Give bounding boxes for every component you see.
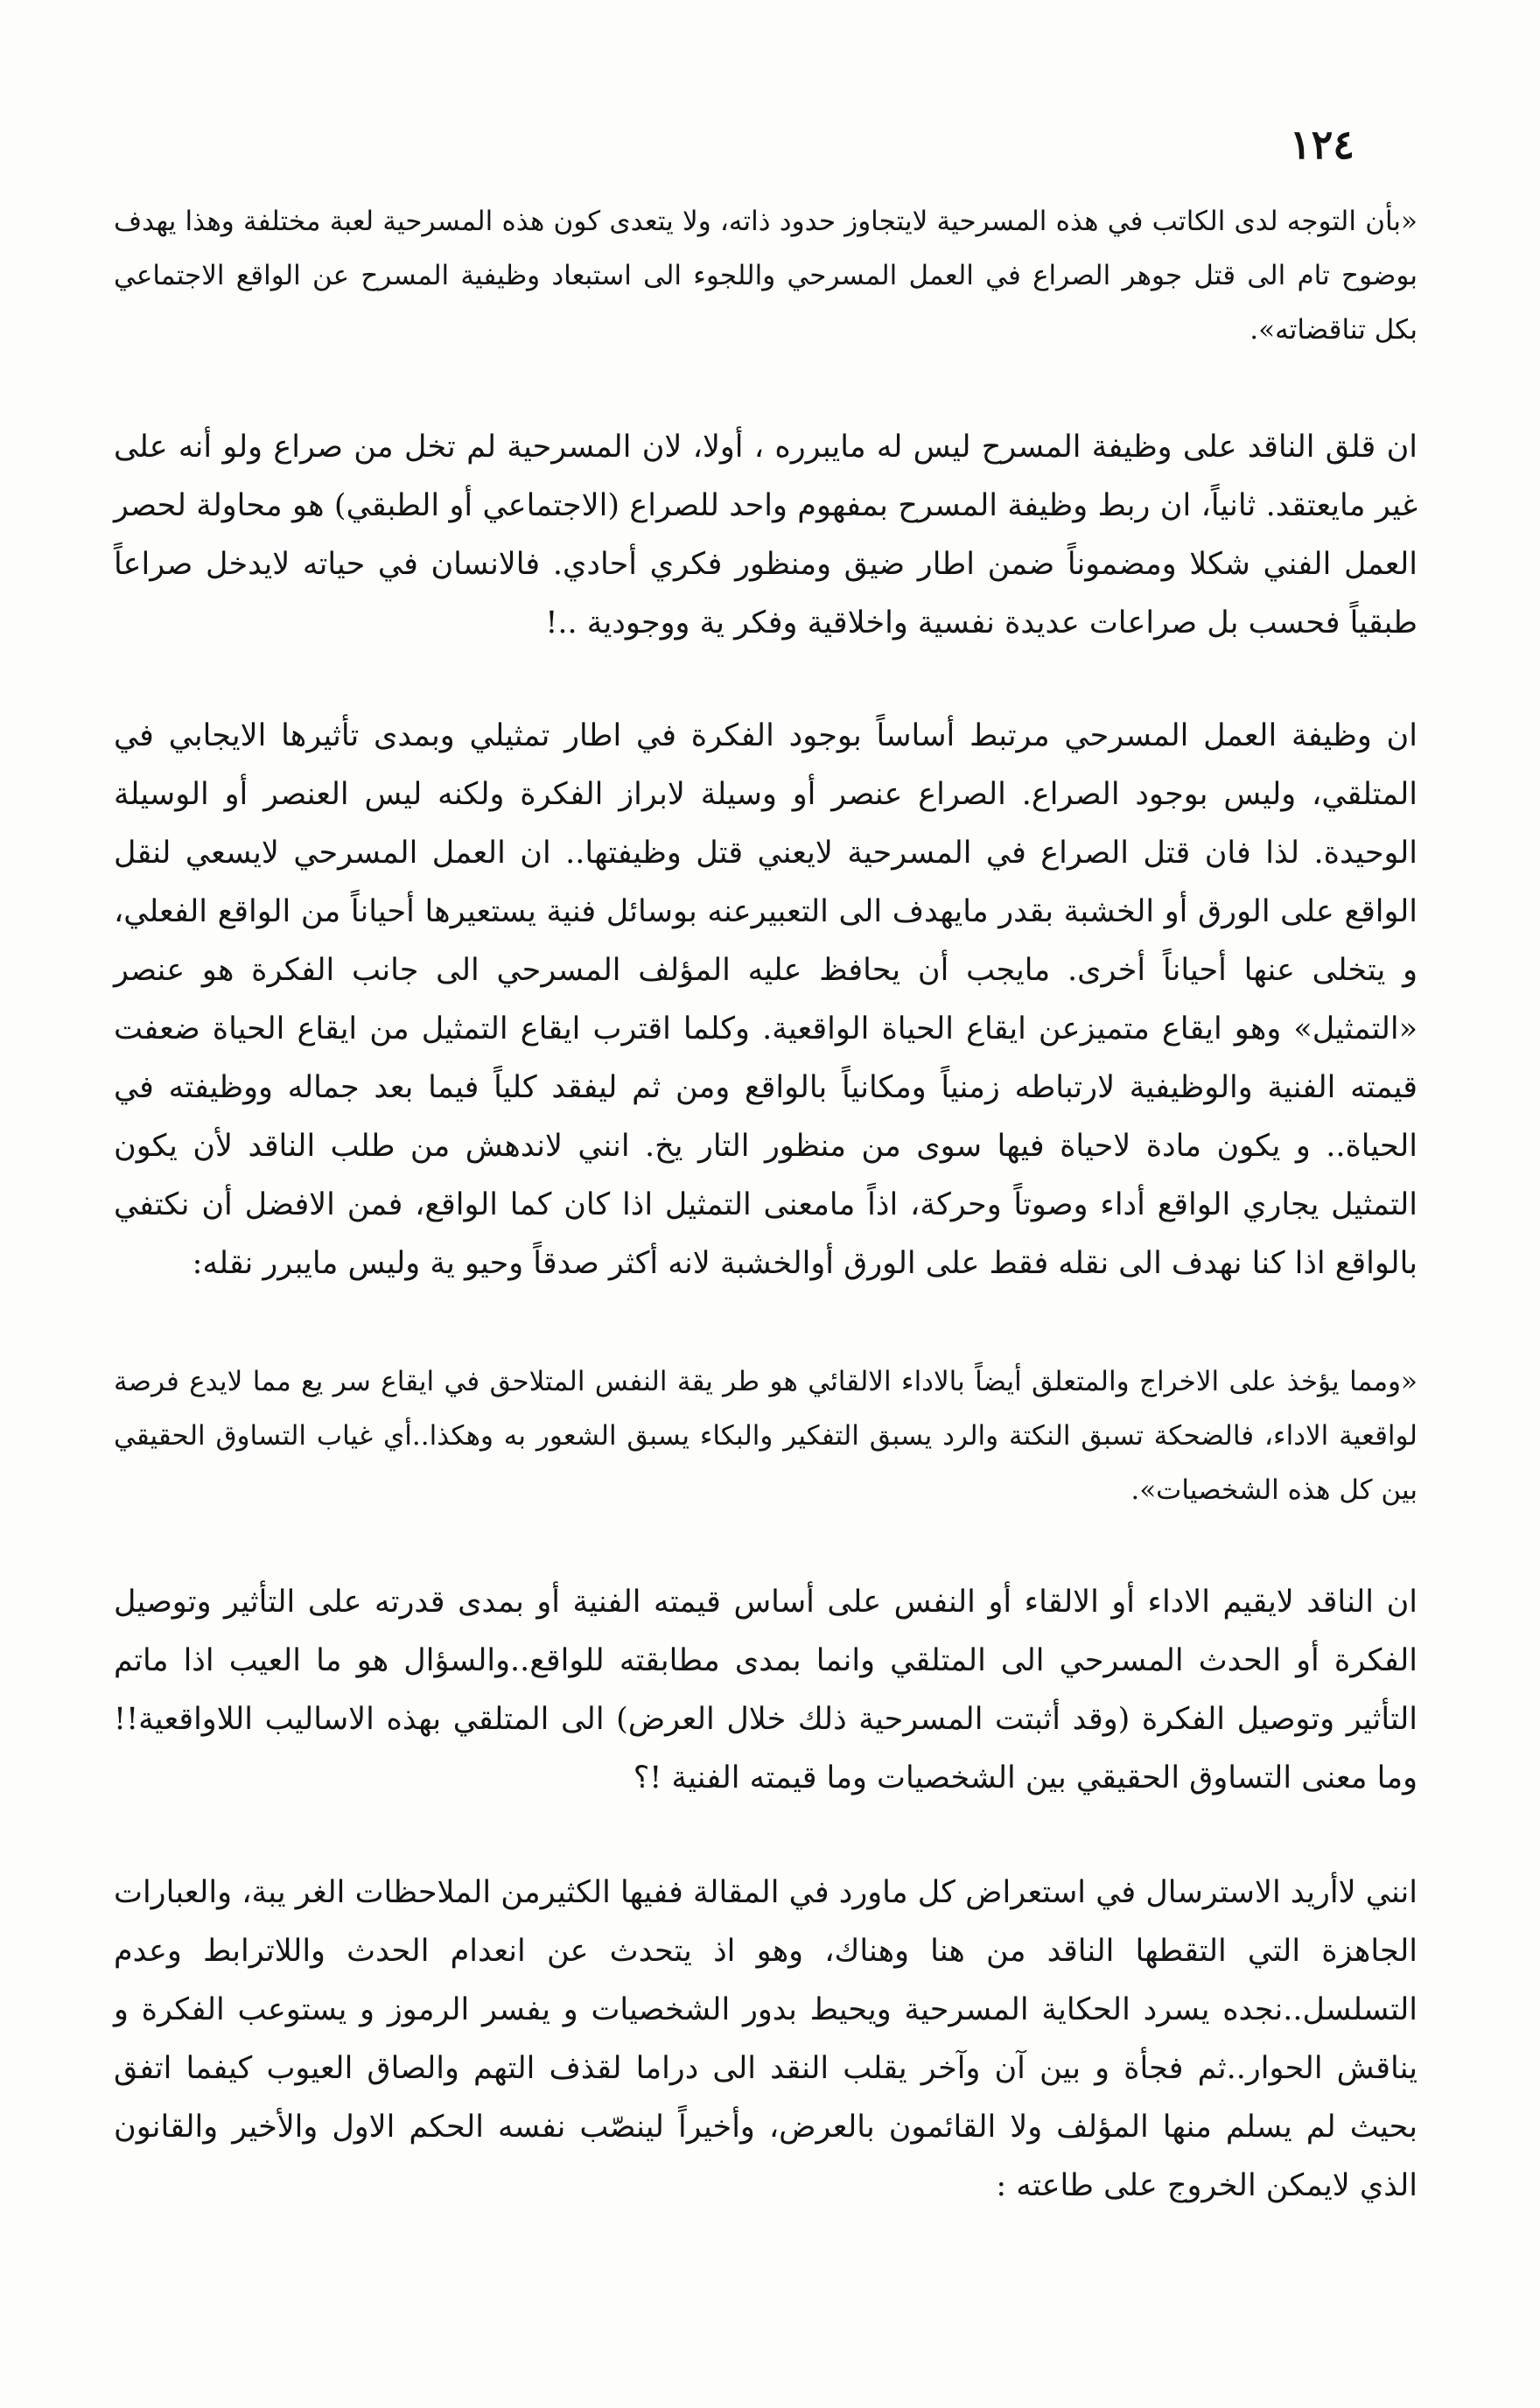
page-number: ١٢٤: [1289, 121, 1354, 168]
paragraph-critic-evaluation: ان الناقد لايقيم الاداء أو الالقاء أو النفس على أساس قيمته الفنية أو بمدى قدرته على التأثير وتوصيل الفكرة أو الحدث المسرحي الى المتلقي وانما بمدى مطابقته للواقع..والسؤال هو ما العيب اذا ماتم التأثير وتوصيل الفكرة (وقد أثبتت المسرحية ذلك خلال العرض) الى المتلقي بهذه الاساليب اللاواقعية!! وما معنى التساوق الحقيقي بين الشخصيات وما قيمته الفنية !؟: [114, 1585, 1418, 1796]
paragraph-theatrical-work: ان وظيفة العمل المسرحي مرتبط أساساً بوجود الفكرة في اطار تمثيلي وبمدى تأثيرها الايجابي في المتلقي، وليس بوجود الصراع. الصراع عنصر أو وسيلة لابراز الفكرة ولكنه ليس العنصر أو الوسيلة الوحيدة. لذا فان قتل الصراع في المسرحية لايعني قتل وظيفتها.. ان العمل المسرحي لايسعي لنقل الواقع على الورق أو الخشبة بقدر مايهدف الى التعبيرعنه بوسائل فنية يستعيرها أحياناً من الواقع الفعلي، و يتخلى عنها أحياناً أخرى. مايجب أن يحافظ عليه المؤلف المسرحي الى جانب الفكرة هو عنصر «التمثيل» وهو ايقاع متميزعن ايقاع الحياة الواقعية. وكلما اقترب ايقاع التمثيل من ايقاع الحياة ضعفت قيمته الفنية والوظيفية لارتباطه زمنياً ومكانياً بالواقع ومن ثم ليفقد كلياً فيما بعد جماله ووظيفته في الحياة.. و يكون مادة لاحياة فيها سوى من منظور التار يخ. انني لاندهش من طلب الناقد لأن يكون التمثيل يجاري الواقع أداء وصوتاً وحركة، اذاً مامعنى التمثيل اذا كان كما الواقع، فمن الافضل أن نكتفي بالواقع اذا كنا نهدف الى نقله فقط على الورق أوالخشبة لانه أكثر صدقاً وحيو ية وليس مايبرر نقله:: [114, 718, 1418, 1281]
paragraph-stage-function: ان قلق الناقد على وظيفة المسرح ليس له مايبرره ، أولا، لان المسرحية لم تخل من صراع ولو أنه على غير مايعتقد. ثانياً، ان ربط وظيفة المسرح بمفهوم واحد للصراع (الاجتماعي أو الطبقي) هو محاولة لحصر العمل الفني شكلا ومضموناً ضمن اطار ضيق ومنظور فكري أحادي. فالانسان في حياته لايدخل صراعاً طبقياً فحسب بل صراعات عديدة نفسية واخلاقية وفكر ية ووجودية ..!: [114, 430, 1418, 640]
paragraph-closing: انني لاأريد الاسترسال في استعراض كل ماورد في المقالة ففيها الكثيرمن الملاحظات الغر يبة، والعبارات الجاهزة التي التقطها الناقد من هنا وهناك، وهو اذ يتحدث عن انعدام الحدث واللاترابط وعدم التسلسل..نجده يسرد الحكاية المسرحية ويحيط بدور الشخصيات و يفسر الرموز و يستوعب الفكرة و يناقش الحوار..ثم فجأة و بين آن وآخر يقلب النقد الى دراما لقذف التهم والصاق العيوب كيفما اتفق بحيث لم يسلم منها المؤلف ولا القائمون بالعرض، وأخيراً لينصّب نفسه الحكم الاول والأخير والقانون الذي لايمكن الخروج على طاعته :: [114, 1875, 1418, 2203]
quotation-opening: «بأن التوجه لدى الكاتب في هذه المسرحية لايتجاوز حدود ذاته، ولا يتعدى كون هذه المسرحية لعبة مختلفة وهذا يهدف بوضوح تام الى قتل جوهر الصراع في العمل المسرحي واللجوء الى استبعاد وظيفية المسرح عن الواقع الاجتماعي بكل تناقضاته».: [114, 206, 1418, 346]
page-body: [114, 194, 1418, 2216]
quotation-directing: «ومما يؤخذ على الاخراج والمتعلق أيضاً بالاداء الالقائي هو طر يقة النفس المتلاحق في ايقاع سر يع مما لايدع فرصة لواقعية الاداء، فالضحكة تسبق النكتة والرد يسبق التفكير والبكاء يسبق الشعور به وهكذا..أي غياب التساوق الحقيقي بين كل هذه الشخصيات».: [114, 1366, 1418, 1506]
